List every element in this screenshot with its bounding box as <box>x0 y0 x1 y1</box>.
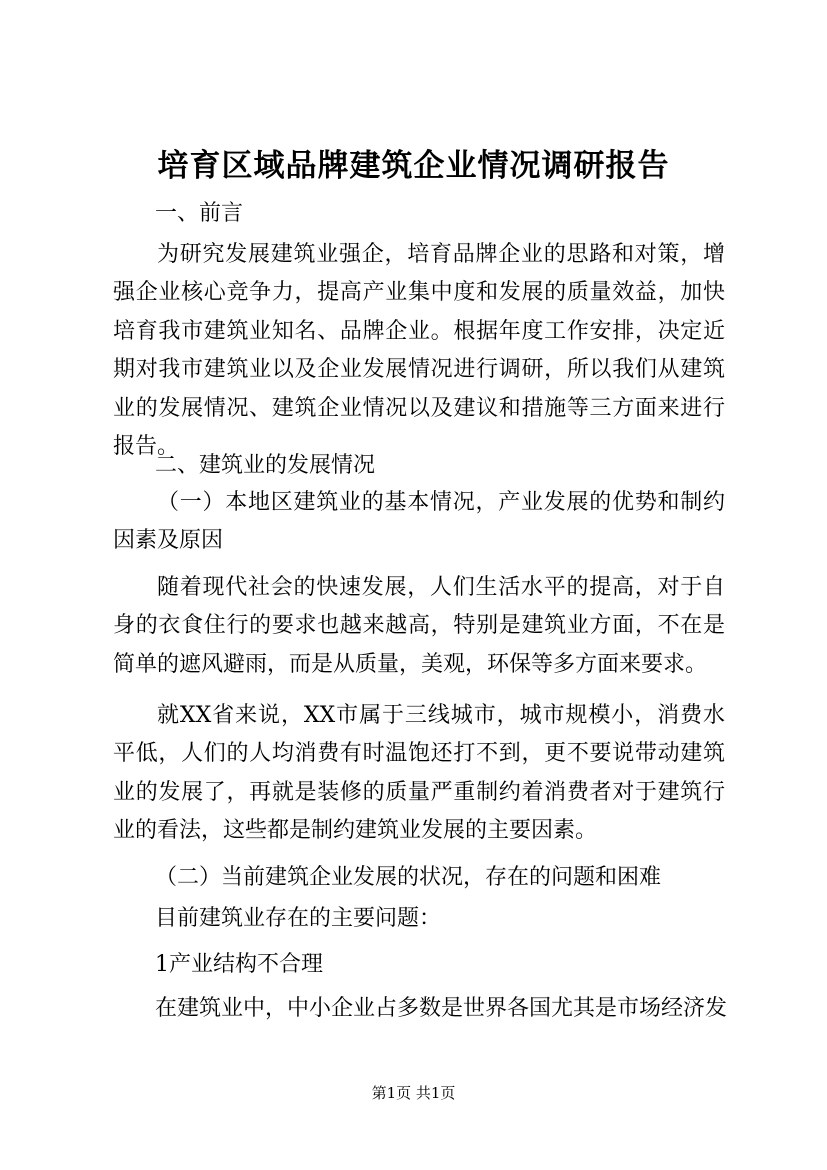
page-footer: 第1页 共1页 <box>371 1084 456 1102</box>
subheading-current-status: （二）当前建筑企业发展的状况，存在的问题和困难 <box>155 865 662 890</box>
section-heading-development: 二、建筑业的发展情况 <box>155 453 376 478</box>
document-title: 培育区域品牌建筑企业情况调研报告 <box>157 148 670 184</box>
paragraph-preface: 为研究发展建筑业强企，培育品牌企业的思路和对策，增强企业核心竞争力，提高产业集中度和发展的质量效益，加快培育我市建筑业知名、品牌企业。根据年度工作安排，决定近期对我市建筑业以及企业发展情况进行调研，所以我们从建筑业的发展情况、建筑企业情况以及建议和措施等三方面来进行报告。 <box>113 242 725 460</box>
paragraph-social-development: 随着现代社会的快速发展，人们生活水平的提高，对于自身的衣食住行的要求也越来越高，特别是建筑业方面，不在是简单的遮风避雨，而是从质量，美观，环保等多方面来要求。 <box>113 575 725 677</box>
section-heading-preface: 一、前言 <box>155 201 244 226</box>
paragraph-province-situation: 就XX省来说，XX市属于三线城市，城市规模小，消费水平低，人们的人均消费有时温饱还打不到，更不要说带动建筑业的发展了，再就是装修的质量严重制约着消费者对于建筑行业的看法，这些都是制约建筑业发展的主要因素。 <box>113 703 725 844</box>
paragraph-main-problems: 目前建筑业存在的主要问题： <box>155 906 442 931</box>
list-item-industry-structure: 1产业结构不合理 <box>155 952 323 977</box>
paragraph-small-enterprises: 在建筑业中，中小企业占多数是世界各国尤其是市场经济发 <box>155 996 728 1021</box>
subheading-basic-situation: （一）本地区建筑业的基本情况，产业发展的优势和制约因素及原因 <box>113 490 725 554</box>
